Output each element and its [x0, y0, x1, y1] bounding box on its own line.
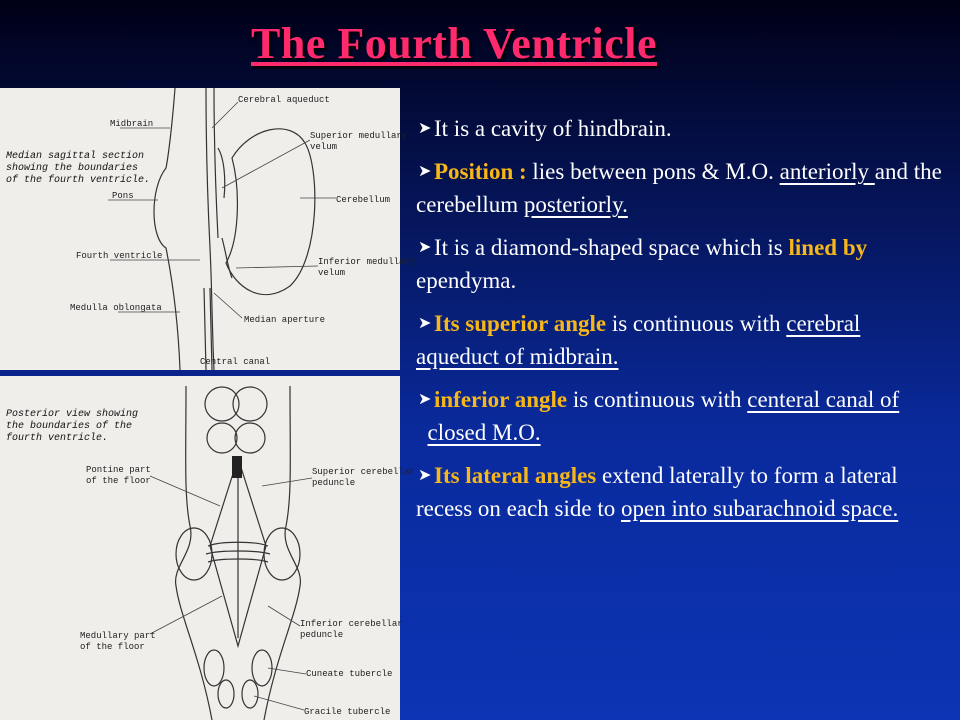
lateral-angles-subarachnoid: open into subarachnoid space. [621, 496, 899, 521]
diamond-text-1: It is a diamond-shaped space which is [434, 235, 789, 260]
label-cerebral-aqueduct: Cerebral aqueduct [238, 95, 330, 105]
posterior-view-figure [0, 376, 415, 720]
label-midbrain: Midbrain [110, 119, 154, 129]
posterior-view-drawing [0, 376, 415, 720]
label-superior-medullary-velum-1: Superior medullary [310, 131, 408, 141]
label-inferior-medullary-velum-2: velum [318, 268, 346, 278]
inferior-angle-closed-mo: closed M.O. [427, 420, 541, 445]
label-inferior-cerebellar-peduncle-2: peduncle [300, 630, 344, 640]
label-cerebellum: Cerebellum [336, 195, 391, 205]
label-inferior-medullary-velum-1: Inferior medullary [318, 257, 416, 267]
label-medullary-part-1: Medullary part [80, 631, 156, 641]
label-inferior-cerebellar-peduncle-1: Inferior cerebellar [300, 619, 403, 629]
inferior-angle-canal: centeral canal of [747, 387, 900, 412]
position-text-1: lies between pons & M.O. [532, 159, 780, 184]
label-cuneate-tubercle: Cuneate tubercle [306, 669, 393, 679]
position-label: Position : [434, 159, 533, 184]
arrowhead-icon: ➤ [418, 120, 432, 137]
lateral-angles-text: extend laterally to form a lateral recess on each side to [416, 463, 898, 521]
label-fourth-ventricle: Fourth ventricle [76, 251, 163, 261]
arrowhead-icon: ➤ [418, 391, 432, 408]
label-medullary-part-2: of the floor [80, 642, 145, 652]
fig2-caption-line-2: the boundaries of the [6, 421, 133, 432]
inferior-angle-space [416, 420, 428, 445]
fig1-caption-line-1: Median sagittal section [6, 151, 145, 162]
sagittal-section-drawing [0, 88, 416, 370]
sagittal-section-figure [0, 88, 416, 370]
label-superior-medullary-velum-2: velum [310, 142, 338, 152]
superior-angle-label: Its superior angle [434, 311, 607, 336]
superior-angle-text: is continuous with [606, 311, 787, 336]
superior-angle-aqueduct: cerebral aqueduct of midbrain. [416, 311, 861, 369]
bullet-position [416, 155, 946, 221]
label-gracile-tubercle: Gracile tubercle [304, 707, 391, 717]
arrowhead-icon: ➤ [418, 315, 432, 332]
fig2-caption-line-3: fourth ventricle. [6, 433, 109, 444]
bullet-cavity [416, 112, 946, 145]
arrowhead-icon: ➤ [418, 163, 432, 180]
lateral-angles-label: Its lateral angles [434, 463, 597, 488]
bullet-lateral-angles [416, 459, 946, 525]
bullet-superior-angle [416, 307, 946, 373]
bullet-inferior-angle [416, 383, 946, 449]
slide-title: The Fourth Ventricle [251, 19, 657, 68]
inferior-angle-text: is continuous with [567, 387, 748, 412]
fig1-caption-line-2: showing the boundaries [6, 163, 139, 174]
position-text-2: and the cerebellum [416, 159, 942, 217]
label-pons: Pons [112, 191, 134, 201]
diamond-text-2: ependyma. [416, 268, 517, 293]
position-posteriorly: posteriorly. [523, 192, 628, 217]
diamond-lined-by: lined by [788, 235, 868, 260]
bullet-diamond [416, 231, 946, 297]
label-superior-cerebellar-peduncle-1: Superior cerebellar [312, 467, 415, 477]
label-pontine-part-1: Pontine part [86, 465, 151, 475]
label-pontine-part-2: of the floor [86, 476, 151, 486]
bullet-cavity-text: It is a cavity of hindbrain. [434, 116, 672, 141]
arrowhead-icon: ➤ [418, 467, 432, 484]
label-median-aperture: Median aperture [244, 315, 326, 325]
label-central-canal: Central canal [200, 357, 271, 367]
label-superior-cerebellar-peduncle-2: peduncle [312, 478, 356, 488]
inferior-angle-label: inferior angle [434, 387, 568, 412]
arrowhead-icon: ➤ [418, 239, 432, 256]
position-anteriorly: anteriorly [779, 159, 875, 184]
label-medulla-oblongata: Medulla oblongata [70, 303, 162, 313]
fig1-caption-line-3: of the fourth ventricle. [6, 175, 151, 186]
fig2-caption-line-1: Posterior view showing [6, 409, 139, 420]
bullet-list [416, 112, 946, 535]
